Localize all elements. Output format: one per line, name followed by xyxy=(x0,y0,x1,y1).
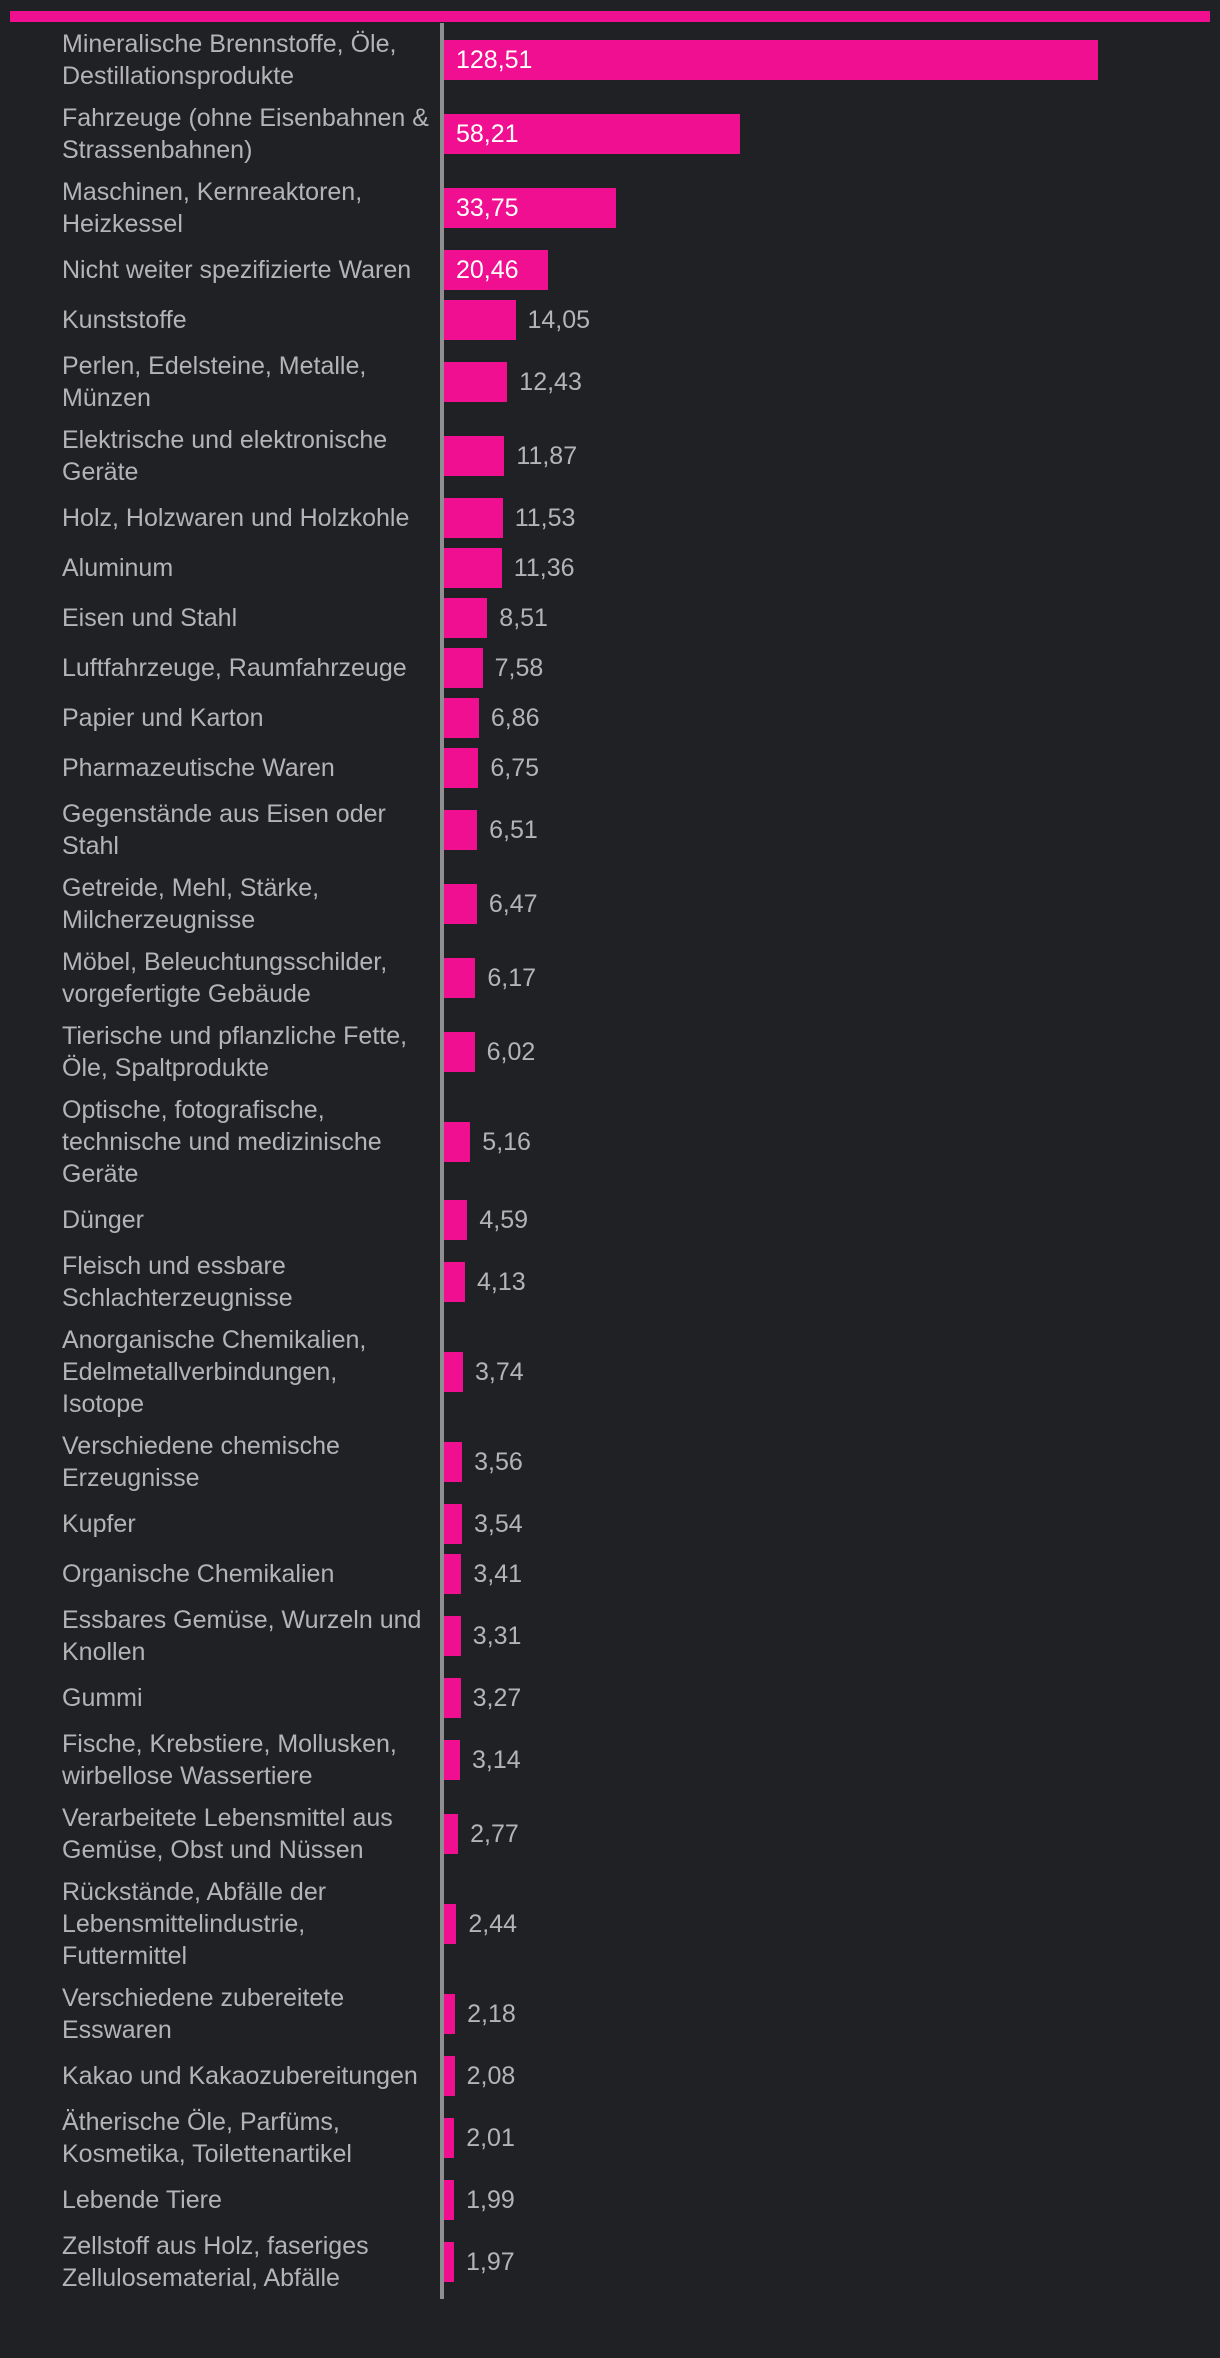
value-label: 5,16 xyxy=(482,1128,531,1156)
value-label: 8,51 xyxy=(499,604,548,632)
chart-row xyxy=(0,543,1220,593)
value-bar xyxy=(444,1262,465,1302)
value-bar xyxy=(444,810,477,850)
chart-row xyxy=(0,1195,1220,1245)
value-label: 3,31 xyxy=(472,1622,522,1650)
bar-cell xyxy=(440,493,1220,543)
chart-row xyxy=(0,1797,1220,1871)
bar-cell xyxy=(440,345,1220,419)
category-label-line: Fleisch und essbare xyxy=(62,1252,286,1280)
value-bar xyxy=(444,2118,454,2158)
category-label xyxy=(0,97,440,171)
category-label-line: Geräte xyxy=(62,458,139,486)
value-bar xyxy=(444,1554,461,1594)
category-label-line: Kupfer xyxy=(62,1510,136,1538)
category-label xyxy=(0,1195,440,1245)
bar-cell xyxy=(440,23,1220,97)
chart-rows xyxy=(0,23,1220,2299)
category-label xyxy=(0,1319,440,1425)
category-label xyxy=(0,1977,440,2051)
category-label-line: Aluminum xyxy=(62,554,174,582)
chart-row xyxy=(0,693,1220,743)
value-label: 6,47 xyxy=(488,890,538,918)
category-label-line: Kunststoffe xyxy=(62,306,187,334)
category-label-line: Optische, fotografische, xyxy=(62,1096,325,1124)
category-label-line: Tierische und pflanzliche Fette, xyxy=(62,1022,408,1050)
value-label: 6,75 xyxy=(490,754,540,782)
chart-row xyxy=(0,295,1220,345)
value-bar xyxy=(444,698,479,738)
category-label-line: Fische, Krebstiere, Mollusken, xyxy=(62,1730,397,1758)
category-label-line: Schlachterzeugnisse xyxy=(62,1284,293,1312)
chart-row xyxy=(0,941,1220,1015)
category-label-line: Münzen xyxy=(62,384,151,412)
category-label-line: Essbares Gemüse, Wurzeln und xyxy=(62,1606,422,1634)
chart-row xyxy=(0,593,1220,643)
category-label-line: Kosmetika, Toilettenartikel xyxy=(62,2140,352,2168)
category-label-line: Luftfahrzeuge, Raumfahrzeuge xyxy=(62,654,407,682)
category-label-line: Kakao und Kakaozubereitungen xyxy=(62,2062,418,2090)
category-label-line: Elektrische und elektronische xyxy=(62,426,388,454)
bar-cell xyxy=(440,2175,1220,2225)
category-label-line: Stahl xyxy=(62,832,119,860)
value-label: 2,08 xyxy=(466,2062,516,2090)
category-label-line: Gummi xyxy=(62,1684,143,1712)
chart-row xyxy=(0,1871,1220,1977)
chart-row xyxy=(0,2101,1220,2175)
value-label: 20,46 xyxy=(456,256,519,284)
value-bar xyxy=(444,1200,467,1240)
value-bar xyxy=(444,40,1098,80)
category-label xyxy=(0,345,440,419)
category-label xyxy=(0,593,440,643)
chart-row xyxy=(0,1319,1220,1425)
category-label-line: Lebensmittelindustrie, xyxy=(62,1910,306,1938)
category-label-line: Strassenbahnen) xyxy=(62,136,253,164)
chart-row xyxy=(0,1499,1220,1549)
bar-cell xyxy=(440,1599,1220,1673)
bar-cell xyxy=(440,1319,1220,1425)
category-label xyxy=(0,941,440,1015)
top-accent-bar xyxy=(10,11,1210,22)
bar-cell xyxy=(440,1425,1220,1499)
category-label-line: Knollen xyxy=(62,1638,146,1666)
chart-row xyxy=(0,1673,1220,1723)
value-bar xyxy=(444,436,504,476)
category-label xyxy=(0,1599,440,1673)
value-bar xyxy=(444,958,475,998)
value-bar xyxy=(444,1122,470,1162)
bar-cell xyxy=(440,543,1220,593)
category-label-line: Getreide, Mehl, Stärke, xyxy=(62,874,320,902)
category-label-line: Lebende Tiere xyxy=(62,2186,222,2214)
category-label xyxy=(0,1797,440,1871)
value-bar xyxy=(444,498,503,538)
bar-cell xyxy=(440,419,1220,493)
bar-cell xyxy=(440,1673,1220,1723)
bar-cell xyxy=(440,867,1220,941)
category-label xyxy=(0,1089,440,1195)
chart-row xyxy=(0,743,1220,793)
category-label-line: Zellstoff aus Holz, faseriges xyxy=(62,2232,369,2260)
value-bar xyxy=(444,1814,458,1854)
category-label-line: Nicht weiter spezifizierte Waren xyxy=(62,256,412,284)
bar-cell xyxy=(440,1089,1220,1195)
category-label-line: Pharmazeutische Waren xyxy=(62,754,335,782)
bar-cell xyxy=(440,1977,1220,2051)
category-label xyxy=(0,2101,440,2175)
category-label-line: Gegenstände aus Eisen oder xyxy=(62,800,386,828)
chart-row xyxy=(0,97,1220,171)
bar-cell xyxy=(440,941,1220,1015)
value-label: 2,01 xyxy=(466,2124,515,2152)
chart-row xyxy=(0,1245,1220,1319)
chart-row xyxy=(0,171,1220,245)
category-label-line: Zellulosematerial, Abfälle xyxy=(62,2264,340,2292)
category-label xyxy=(0,543,440,593)
bar-cell xyxy=(440,2101,1220,2175)
category-label-line: Esswaren xyxy=(62,2016,172,2044)
chart-row xyxy=(0,245,1220,295)
category-label xyxy=(0,1549,440,1599)
value-bar xyxy=(444,2056,455,2096)
value-bar xyxy=(444,598,487,638)
value-bar xyxy=(444,1504,462,1544)
category-label xyxy=(0,493,440,543)
category-label xyxy=(0,1673,440,1723)
category-label-line: vorgefertigte Gebäude xyxy=(62,980,311,1008)
value-bar xyxy=(444,1740,460,1780)
value-label: 1,99 xyxy=(466,2186,515,2214)
category-label-line: Dünger xyxy=(62,1206,144,1234)
chart-row xyxy=(0,793,1220,867)
category-label-line: Edelmetallverbindungen, xyxy=(62,1358,338,1386)
value-label: 6,51 xyxy=(489,816,538,844)
chart-row xyxy=(0,1425,1220,1499)
bar-cell xyxy=(440,2051,1220,2101)
chart-row xyxy=(0,23,1220,97)
category-label xyxy=(0,295,440,345)
category-label xyxy=(0,1245,440,1319)
bar-cell xyxy=(440,1549,1220,1599)
chart-row xyxy=(0,1977,1220,2051)
category-label-line: Öle, Spaltprodukte xyxy=(62,1054,270,1082)
category-label xyxy=(0,245,440,295)
value-bar xyxy=(444,1994,455,2034)
chart-row xyxy=(0,345,1220,419)
category-label-line: Verarbeitete Lebensmittel aus xyxy=(62,1804,393,1832)
category-label-line: Verschiedene zubereitete xyxy=(62,1984,345,2012)
category-label xyxy=(0,23,440,97)
category-label xyxy=(0,1871,440,1977)
value-bar xyxy=(444,1904,456,1944)
value-bar xyxy=(444,548,502,588)
category-label-line: Futtermittel xyxy=(62,1942,188,1970)
value-label: 12,43 xyxy=(519,368,582,396)
category-label xyxy=(0,793,440,867)
bar-cell xyxy=(440,1015,1220,1089)
chart-row xyxy=(0,1089,1220,1195)
bar-cell xyxy=(440,693,1220,743)
category-label xyxy=(0,171,440,245)
category-label-line: Destillationsprodukte xyxy=(62,62,295,90)
value-bar xyxy=(444,300,516,340)
value-bar xyxy=(444,2180,454,2220)
value-label: 11,53 xyxy=(514,504,576,532)
category-label xyxy=(0,2175,440,2225)
category-label-line: Möbel, Beleuchtungsschilder, xyxy=(62,948,388,976)
category-label-line: Mineralische Brennstoffe, Öle, xyxy=(62,30,397,58)
bar-cell xyxy=(440,1797,1220,1871)
chart-row xyxy=(0,1015,1220,1089)
category-label-line: Isotope xyxy=(62,1390,145,1418)
category-label-line: Papier und Karton xyxy=(62,704,264,732)
category-label xyxy=(0,1723,440,1797)
value-bar xyxy=(444,648,483,688)
category-label xyxy=(0,867,440,941)
bar-cell xyxy=(440,1245,1220,1319)
category-label-line: Perlen, Edelsteine, Metalle, xyxy=(62,352,367,380)
value-bar xyxy=(444,1442,462,1482)
bar-cell xyxy=(440,2225,1220,2299)
value-label: 11,87 xyxy=(516,442,578,470)
bar-cell xyxy=(440,171,1220,245)
value-label: 14,05 xyxy=(527,306,591,334)
category-label-line: technische und medizinische xyxy=(62,1128,382,1156)
value-bar xyxy=(444,1352,463,1392)
value-bar xyxy=(444,884,477,924)
category-label xyxy=(0,743,440,793)
value-label: 3,27 xyxy=(472,1684,522,1712)
chart-row xyxy=(0,1723,1220,1797)
value-bar xyxy=(444,2242,454,2282)
bar-cell xyxy=(440,1723,1220,1797)
value-bar xyxy=(444,362,507,402)
bar-cell xyxy=(440,1499,1220,1549)
chart-row xyxy=(0,1599,1220,1673)
bar-cell xyxy=(440,743,1220,793)
category-label xyxy=(0,1425,440,1499)
value-bar xyxy=(444,1616,461,1656)
category-label xyxy=(0,2225,440,2299)
value-label: 128,51 xyxy=(456,46,533,74)
value-label: 3,14 xyxy=(472,1746,521,1774)
category-label-line: Fahrzeuge (ohne Eisenbahnen & xyxy=(62,104,429,132)
category-label-line: wirbellose Wassertiere xyxy=(62,1762,313,1790)
chart-row xyxy=(0,2225,1220,2299)
chart-row xyxy=(0,2051,1220,2101)
value-label: 1,97 xyxy=(466,2248,515,2276)
category-label-line: Ätherische Öle, Parfüms, xyxy=(62,2108,340,2136)
category-label xyxy=(0,2051,440,2101)
value-label: 3,54 xyxy=(474,1510,523,1538)
value-bar xyxy=(444,1032,475,1072)
value-label: 2,18 xyxy=(467,2000,516,2028)
bar-cell xyxy=(440,593,1220,643)
value-bar xyxy=(444,1678,461,1718)
value-label: 4,59 xyxy=(479,1206,529,1234)
category-label-line: Anorganische Chemikalien, xyxy=(62,1326,367,1354)
value-label: 2,77 xyxy=(470,1820,519,1848)
category-label-line: Heizkessel xyxy=(62,210,183,238)
category-label xyxy=(0,1499,440,1549)
chart-row xyxy=(0,867,1220,941)
category-label-line: Eisen und Stahl xyxy=(62,604,238,632)
value-label: 6,17 xyxy=(487,964,537,992)
category-label-line: Maschinen, Kernreaktoren, xyxy=(62,178,363,206)
chart-row xyxy=(0,419,1220,493)
value-label: 4,13 xyxy=(477,1268,526,1296)
category-label-line: Gemüse, Obst und Nüssen xyxy=(62,1836,364,1864)
category-label xyxy=(0,419,440,493)
bar-cell xyxy=(440,1871,1220,1977)
value-label: 2,44 xyxy=(468,1910,518,1938)
value-label: 6,86 xyxy=(490,704,540,732)
bar-cell xyxy=(440,643,1220,693)
bar-cell xyxy=(440,295,1220,345)
category-label-line: Erzeugnisse xyxy=(62,1464,200,1492)
category-label-line: Holz, Holzwaren und Holzkohle xyxy=(62,504,410,532)
value-label: 3,41 xyxy=(473,1560,523,1588)
value-label: 33,75 xyxy=(456,194,519,222)
category-label-line: Verschiedene chemische xyxy=(62,1432,340,1460)
bar-cell xyxy=(440,97,1220,171)
chart-row xyxy=(0,643,1220,693)
category-label xyxy=(0,693,440,743)
value-label: 11,36 xyxy=(513,554,575,582)
value-label: 3,56 xyxy=(474,1448,523,1476)
value-bar xyxy=(444,748,478,788)
category-label-line: Rückstände, Abfälle der xyxy=(62,1878,327,1906)
bar-cell xyxy=(440,245,1220,295)
category-label xyxy=(0,643,440,693)
chart-row xyxy=(0,2175,1220,2225)
category-label-line: Geräte xyxy=(62,1160,139,1188)
value-label: 7,58 xyxy=(494,654,544,682)
value-label: 58,21 xyxy=(456,120,519,148)
chart-row xyxy=(0,1549,1220,1599)
value-label: 3,74 xyxy=(475,1358,524,1386)
category-label xyxy=(0,1015,440,1089)
value-label: 6,02 xyxy=(486,1038,536,1066)
bar-cell xyxy=(440,793,1220,867)
category-label-line: Milcherzeugnisse xyxy=(62,906,256,934)
category-label-line: Organische Chemikalien xyxy=(62,1560,335,1588)
chart-row xyxy=(0,493,1220,543)
bar-cell xyxy=(440,1195,1220,1245)
